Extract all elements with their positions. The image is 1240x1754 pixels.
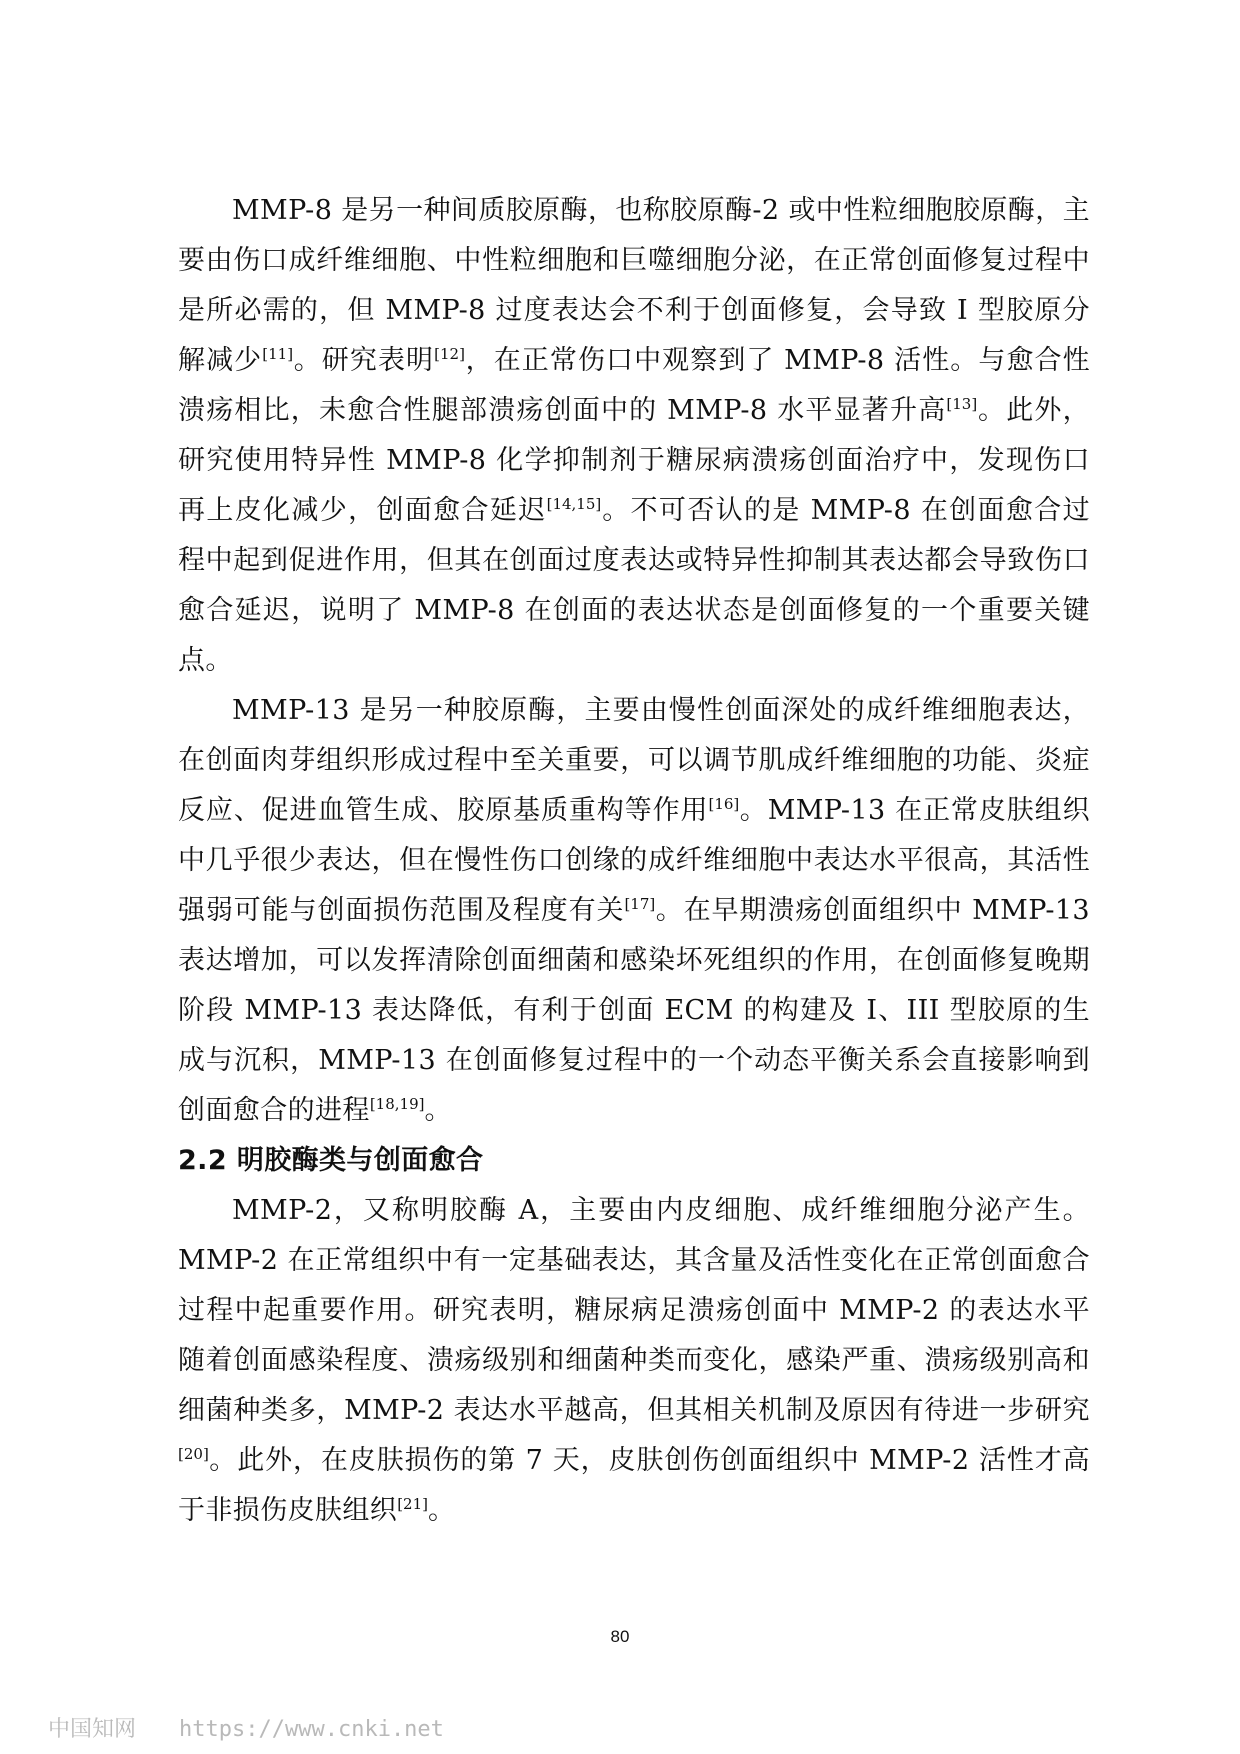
text-run: MMP-2，又称明胶酶 A，主要由内皮细胞、成纤维细胞分泌产生。MMP-2 在正常组织中有一定基础表达，其含量及活性变化在正常创面愈合过程中起重要作用。研究表明，糖尿病足溃疡创面中 MMP-2 的表达水平随着创面感染程度、溃疡级别和细菌种类而变化，感染严重、溃疡级别高和细菌种类多，MMP-2 表达水平越高，但其相关机制及原因有待进一步研究: [178, 1195, 1090, 1426]
citation-ref: [20]: [178, 1445, 209, 1463]
page-number: 80: [610, 1627, 630, 1646]
paragraph-mmp8: [178, 186, 1090, 686]
citation-ref: [12]: [434, 345, 465, 363]
watermark-url: https://www.cnki.net: [179, 1717, 444, 1742]
citation-ref: [21]: [397, 1495, 428, 1513]
text-run: 。在早期溃疡创面组织中 MMP-13 表达增加，可以发挥清除创面细菌和感染坏死组织的作用，在创面修复晚期阶段 MMP-13 表达降低，有利于创面 ECM 的构建及 I、III 型胶原的生成与沉积，MMP-13 在创面修复过程中的一个动态平衡关系会直接影响到创面愈合的进程: [178, 895, 1090, 1126]
text-run: 。不可否认的是 MMP-8 在创面愈合过程中起到促进作用，但其在创面过度表达或特异性抑制其表达都会导致伤口愈合延迟，说明了 MMP-8 在创面的表达状态是创面修复的一个重要关键点。: [178, 495, 1090, 676]
text-run: 。此外，研究使用特异性 MMP-8 化学抑制剂于糖尿病溃疡创面治疗中，发现伤口再上皮化减少，创面愈合延迟: [178, 395, 1090, 526]
text-run: 。: [428, 1495, 456, 1526]
citation-ref: [18,19]: [369, 1095, 425, 1113]
text-run: 。MMP-13 在正常皮肤组织中几乎很少表达，但在慢性伤口创缘的成纤维细胞中表达水平很高，其活性强弱可能与创面损伤范围及程度有关: [178, 795, 1091, 926]
text-run: ，在正常伤口中观察到了 MMP-8 活性。与愈合性溃疡相比，未愈合性腿部溃疡创面中的 MMP-8 水平显著升高: [178, 345, 1091, 426]
body-text: [178, 186, 1090, 1536]
section-heading: 2.2 明胶酶类与创面愈合: [178, 1145, 484, 1176]
text-run: 。: [424, 1095, 452, 1126]
citation-ref: [14,15]: [546, 495, 602, 513]
paragraph-mmp13: [178, 686, 1090, 1136]
text-run: 。此外，在皮肤损伤的第 7 天，皮肤创伤创面组织中 MMP-2 活性才高于非损伤皮肤组织: [178, 1445, 1090, 1526]
watermark-name: 中国知网: [48, 1717, 137, 1742]
paragraph-mmp2: [178, 1186, 1090, 1536]
text-run: MMP-13 是另一种胶原酶，主要由慢性创面深处的成纤维细胞表达，在创面肉芽组织形成过程中至关重要，可以调节肌成纤维细胞的功能、炎症反应、促进血管生成、胶原基质重构等作用: [178, 695, 1090, 826]
citation-ref: [16]: [708, 795, 740, 813]
text-run: 。研究表明: [293, 345, 435, 376]
cnki-watermark: [48, 1712, 444, 1743]
citation-ref: [17]: [624, 895, 656, 913]
text-run: MMP-8 是另一种间质胶原酶，也称胶原酶-2 或中性粒细胞胶原酶，主要由伤口成纤维细胞、中性粒细胞和巨噬细胞分泌，在正常创面修复过程中是所必需的，但 MMP-8 过度表达会不利于创面修复，会导致 I 型胶原分解减少: [178, 195, 1090, 376]
citation-ref: [11]: [262, 345, 294, 363]
citation-ref: [13]: [946, 395, 978, 413]
